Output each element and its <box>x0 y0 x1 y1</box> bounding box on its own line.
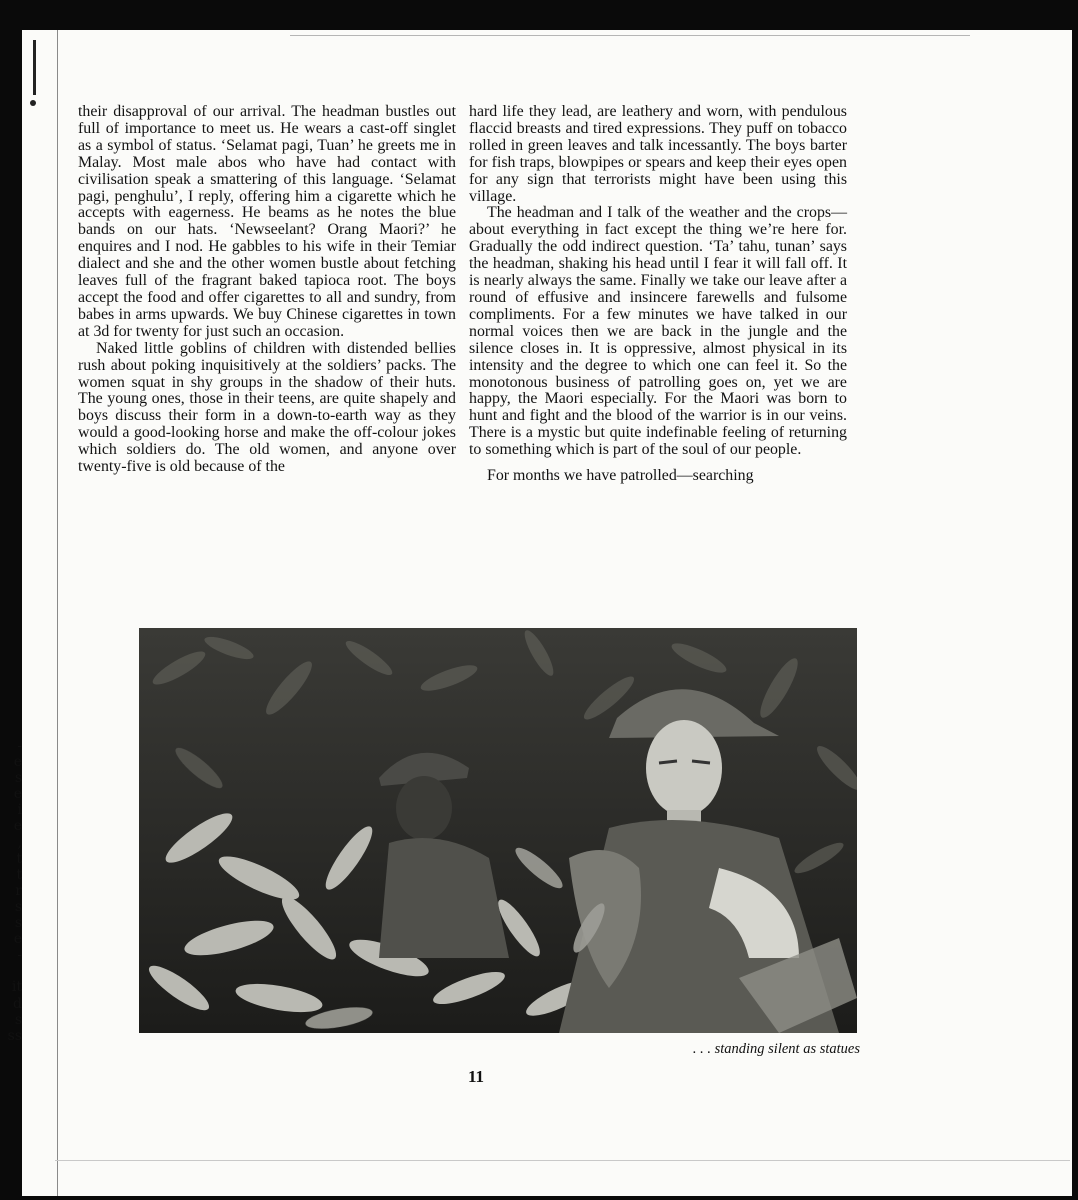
edge-letter: s <box>14 915 22 932</box>
paragraph: their disapproval of our arrival. The headman bustles out full of importance to meet us. He wears a cast-off singlet as a symbol of status. ‘Selamat pagi, Tuan’ he greets me in Malay. Most male abos who have had contact with civilisation speak a smattering of this language. ‘Selamat pagi, penghulu’, I reply, offering him a cigarette which he accepts with eagerness. He beams as he notes the blue bands on our hats. ‘Newseelant? Orang Maori?’ he enquires and I nod. He gabbles to his wife in their Temiar dialect and she and the other women bustle about fetching leaves full of the fragrant baked tapioca root. The boys accept the food and offer cigarettes to all and sundry, from babes in arms upwards. We buy Chinese cigarettes in town at 3d for twenty for just such an occasion. <box>78 103 456 340</box>
spine-line <box>57 30 58 1196</box>
edge-letter: t <box>16 850 22 867</box>
right-column <box>469 104 847 485</box>
photo-illustration <box>139 628 857 1033</box>
left-column <box>78 104 456 476</box>
paragraph: Naked little goblins of children with distended bellies rush about poking inquisitively at the soldiers’ packs. The women squat in shy groups in the shadow of their huts. The young ones, those in their teens, are quite shapely and boys discuss their form in a down-to-earth way as they would a good-looking horse and make the off-colour jokes which soldiers do. The old women, and anyone over twenty-five is old because of the <box>78 339 456 476</box>
photo-caption: . . . standing silent as statues <box>692 1041 860 1057</box>
edge-letter: e <box>13 818 22 835</box>
edge-letter: d <box>13 995 22 1012</box>
edge-letter: t <box>16 866 22 883</box>
edge-letter: - <box>17 738 22 754</box>
edge-letter: s <box>14 1011 22 1028</box>
edge-letter: s <box>14 898 22 915</box>
paragraph: hard life they lead, are leathery and worn, with pendulous flaccid breasts and tired expressions. They puff on tobacco rolled in green leaves and talk incessantly. The boys barter for fish traps, blowpipes or spears and keep their eyes open for any sign that terrorists might have been using this village. <box>469 103 847 205</box>
edge-letter: s <box>14 770 22 787</box>
edge-letter: e <box>13 786 22 803</box>
edge-letter: - <box>17 947 22 964</box>
edge-letter: , <box>17 834 22 851</box>
edge-letter: e <box>13 931 22 948</box>
edge-letter <box>0 963 22 979</box>
edge-letter: e <box>13 754 22 771</box>
paragraph: The headman and I talk of the weather and the crops—about everything in fact except the thing we’re here for. Gradually the odd indirect question. ‘Ta’ tahu, tunan’ says the headman, shaking his head until I fear it will fall off. It is nearly always the same. Finally we take our leave after a round of effusive and insincere farewells and fulsome compliments. For a few minutes we have talked in our normal voices then we are back in the jungle and the silence closes in. It is oppressive, almost physical in its intensity and the degree to which one can feel it. So the monotonous business of patrolling goes on, yet we are happy, the Maori especially. For the Maori was born to hunt and fight and the blood of the warrior is in our veins. There is a mystic but quite indefinable feeling of returning to something which is part of the soul of our people. <box>469 204 847 459</box>
page-number: 11 <box>468 1067 485 1086</box>
bottom-edge <box>55 1160 1070 1161</box>
edge-letter: i <box>17 802 22 819</box>
facing-page-edge <box>0 738 22 1044</box>
binding-dot <box>30 100 36 106</box>
edge-letter: ss <box>7 1027 22 1044</box>
edge-letter: it <box>11 979 22 996</box>
top-rule <box>290 35 970 36</box>
edge-letter: r <box>15 882 22 899</box>
jungle-patrol-photo <box>139 628 857 1033</box>
binding-mark <box>33 40 36 95</box>
paragraph: For months we have patrolled—searching <box>487 467 754 485</box>
